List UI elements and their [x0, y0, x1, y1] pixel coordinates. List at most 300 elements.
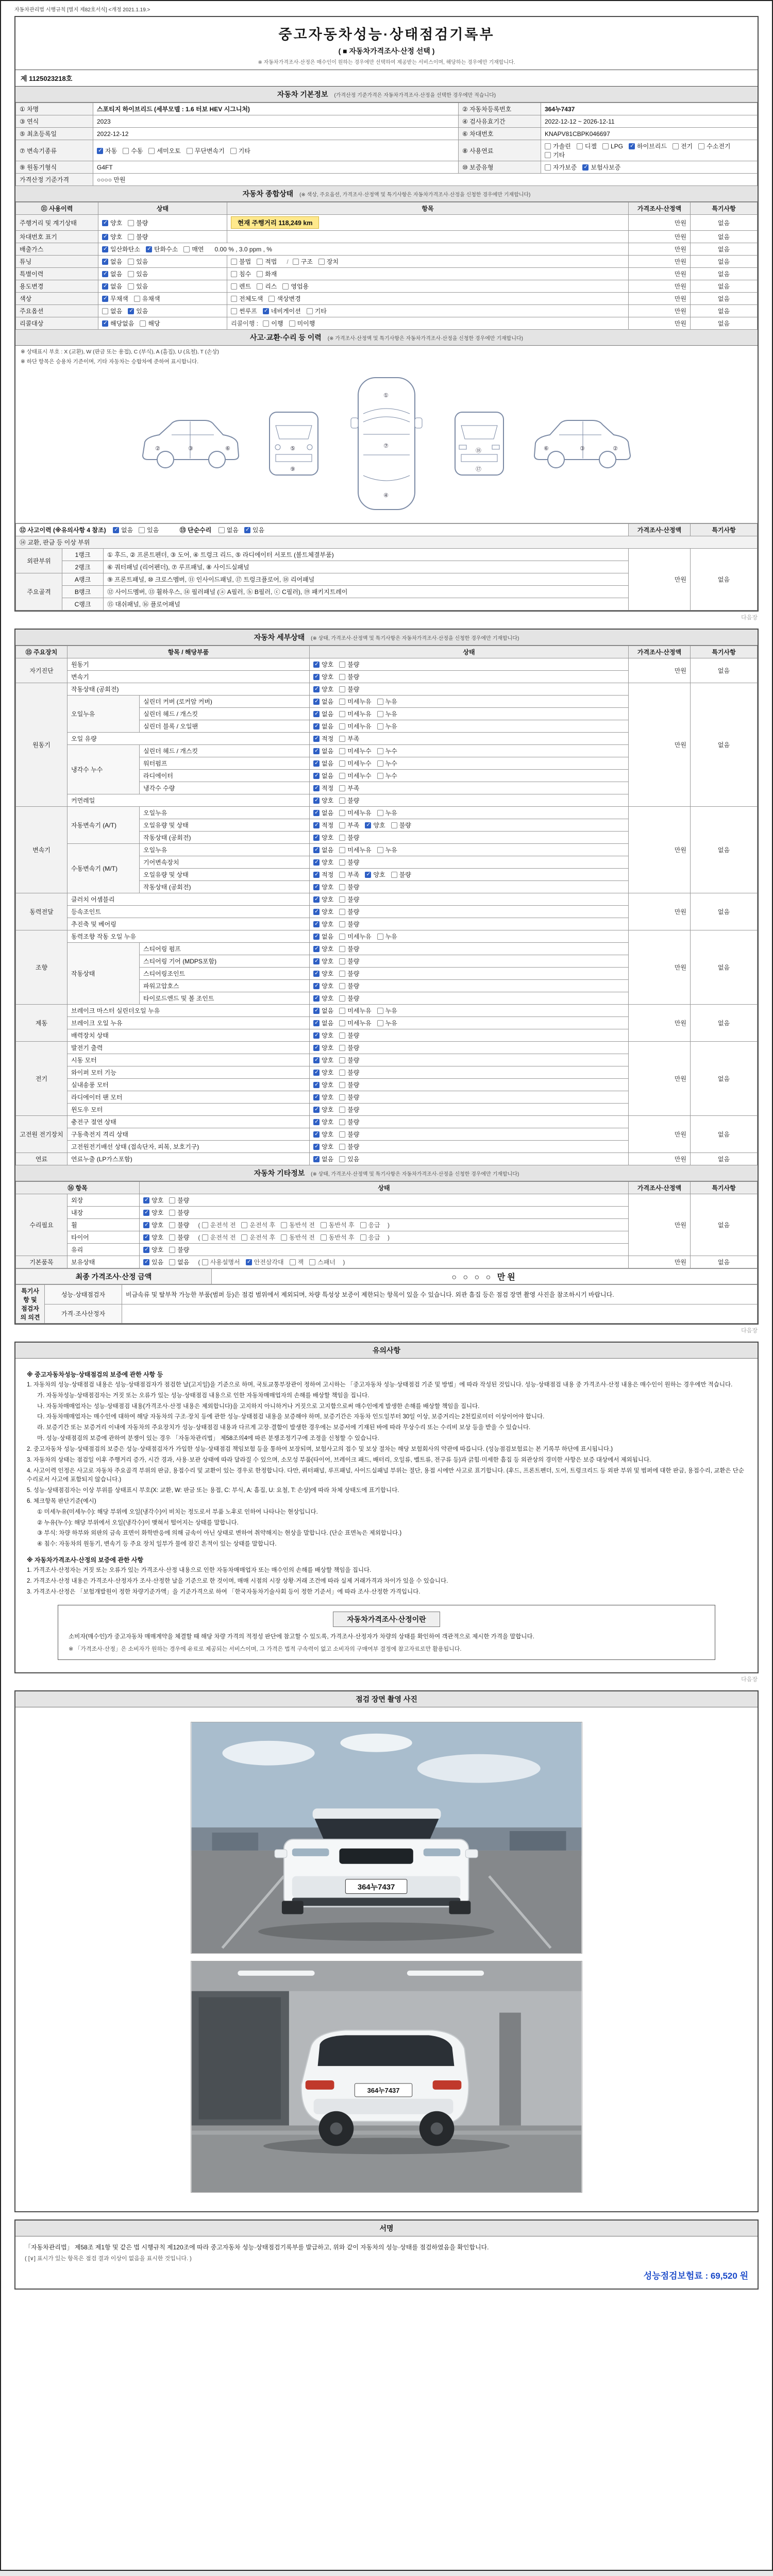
checkbox[interactable]: [339, 983, 345, 989]
checkbox[interactable]: [360, 1222, 366, 1228]
checkbox-option[interactable]: [244, 526, 264, 534]
checkbox-option[interactable]: [123, 146, 143, 155]
checkbox[interactable]: [313, 983, 320, 989]
checkbox-option[interactable]: [313, 907, 333, 916]
checkbox-option[interactable]: [143, 1208, 163, 1217]
checkbox[interactable]: [313, 711, 320, 717]
checkbox[interactable]: [365, 872, 371, 878]
checkbox-option[interactable]: [313, 1142, 333, 1151]
checkbox-option[interactable]: [309, 1258, 335, 1266]
checkbox[interactable]: [257, 259, 263, 265]
checkbox[interactable]: [377, 773, 383, 779]
checkbox[interactable]: [313, 699, 320, 705]
checkbox-option[interactable]: [339, 1105, 359, 1114]
checkbox-option[interactable]: [313, 870, 333, 879]
checkbox-option[interactable]: [545, 163, 577, 172]
checkbox-option[interactable]: [339, 1130, 359, 1139]
checkbox-option[interactable]: [339, 932, 371, 941]
checkbox-option[interactable]: [268, 294, 300, 303]
checkbox-option[interactable]: [339, 994, 359, 1003]
checkbox[interactable]: [313, 674, 320, 680]
checkbox[interactable]: [339, 946, 345, 952]
checkbox[interactable]: [321, 1222, 327, 1228]
checkbox-option[interactable]: [377, 808, 397, 817]
checkbox-option[interactable]: [339, 969, 359, 978]
checkbox[interactable]: [313, 822, 320, 828]
checkbox-option[interactable]: [339, 1080, 359, 1089]
checkbox[interactable]: [673, 143, 679, 149]
checkbox-option[interactable]: [339, 1142, 359, 1151]
checkbox-option[interactable]: [339, 1043, 359, 1052]
checkbox[interactable]: [313, 798, 320, 804]
checkbox-option[interactable]: [183, 245, 204, 253]
checkbox[interactable]: [281, 1234, 287, 1241]
checkbox-option[interactable]: [148, 146, 180, 155]
checkbox-option[interactable]: [128, 307, 148, 315]
checkbox-option[interactable]: [377, 845, 397, 854]
checkbox[interactable]: [339, 896, 345, 903]
checkbox[interactable]: [143, 1197, 149, 1204]
checkbox-option[interactable]: [313, 1080, 333, 1089]
checkbox[interactable]: [339, 1144, 345, 1150]
checkbox-option[interactable]: [313, 771, 333, 780]
checkbox-option[interactable]: [169, 1233, 189, 1242]
checkbox-option[interactable]: [339, 883, 359, 891]
checkbox[interactable]: [339, 1107, 345, 1113]
checkbox[interactable]: [339, 1045, 345, 1051]
checkbox[interactable]: [313, 686, 320, 692]
checkbox-option[interactable]: [377, 1006, 397, 1015]
checkbox-option[interactable]: [545, 142, 571, 150]
checkbox-option[interactable]: [187, 146, 225, 155]
checkbox[interactable]: [339, 674, 345, 680]
checkbox[interactable]: [282, 283, 289, 290]
checkbox[interactable]: [313, 971, 320, 977]
checkbox-option[interactable]: [313, 808, 333, 817]
checkbox[interactable]: [313, 921, 320, 927]
checkbox-option[interactable]: [146, 245, 178, 253]
checkbox-option[interactable]: [102, 282, 122, 291]
next-page-link[interactable]: 다음장: [741, 1328, 758, 1334]
checkbox[interactable]: [102, 283, 108, 290]
checkbox-option[interactable]: [313, 1068, 333, 1077]
checkbox[interactable]: [169, 1259, 175, 1265]
checkbox-option[interactable]: [313, 957, 333, 965]
checkbox[interactable]: [313, 1008, 320, 1014]
checkbox[interactable]: [339, 822, 345, 828]
checkbox[interactable]: [321, 1234, 327, 1241]
checkbox[interactable]: [202, 1222, 208, 1228]
checkbox-option[interactable]: [360, 1221, 380, 1229]
checkbox-option[interactable]: [102, 294, 128, 303]
checkbox[interactable]: [313, 1107, 320, 1113]
checkbox[interactable]: [313, 1070, 320, 1076]
checkbox-option[interactable]: [339, 1056, 359, 1064]
checkbox[interactable]: [148, 148, 155, 154]
checkbox[interactable]: [231, 271, 237, 277]
checkbox[interactable]: [339, 662, 345, 668]
checkbox-option[interactable]: [339, 1093, 359, 1101]
checkbox-option[interactable]: [202, 1233, 236, 1242]
checkbox-option[interactable]: [241, 1233, 275, 1242]
checkbox[interactable]: [377, 1020, 383, 1026]
checkbox[interactable]: [339, 1020, 345, 1026]
checkbox[interactable]: [128, 220, 134, 226]
checkbox-option[interactable]: [365, 870, 385, 879]
checkbox[interactable]: [202, 1259, 208, 1265]
checkbox[interactable]: [339, 686, 345, 692]
checkbox[interactable]: [339, 798, 345, 804]
checkbox[interactable]: [339, 810, 345, 816]
checkbox[interactable]: [128, 259, 134, 265]
checkbox-option[interactable]: [102, 307, 122, 315]
checkbox[interactable]: [268, 296, 275, 302]
checkbox-option[interactable]: [377, 771, 397, 780]
checkbox-option[interactable]: [313, 833, 333, 842]
checkbox-option[interactable]: [169, 1208, 189, 1217]
checkbox-option[interactable]: [290, 1258, 304, 1266]
checkbox-option[interactable]: [313, 944, 333, 953]
checkbox-option[interactable]: [128, 257, 148, 266]
checkbox[interactable]: [377, 760, 383, 767]
checkbox-option[interactable]: [339, 858, 359, 867]
checkbox-option[interactable]: [313, 1056, 333, 1064]
checkbox-option[interactable]: [102, 218, 122, 227]
checkbox[interactable]: [313, 1032, 320, 1039]
checkbox-option[interactable]: [102, 232, 122, 241]
checkbox-option[interactable]: [102, 257, 122, 266]
checkbox-option[interactable]: [629, 142, 667, 150]
checkbox[interactable]: [97, 148, 103, 154]
checkbox[interactable]: [146, 246, 152, 252]
checkbox[interactable]: [313, 946, 320, 952]
checkbox-option[interactable]: [313, 1130, 333, 1139]
checkbox-option[interactable]: [313, 660, 333, 669]
checkbox-option[interactable]: [377, 1019, 397, 1027]
checkbox-option[interactable]: [339, 821, 359, 829]
checkbox[interactable]: [698, 143, 704, 149]
checkbox[interactable]: [202, 1234, 208, 1241]
checkbox-option[interactable]: [169, 1258, 189, 1266]
checkbox-option[interactable]: [313, 1093, 333, 1101]
checkbox-option[interactable]: [128, 269, 148, 278]
checkbox[interactable]: [339, 711, 345, 717]
checkbox[interactable]: [313, 847, 320, 853]
checkbox[interactable]: [231, 308, 237, 314]
checkbox[interactable]: [377, 748, 383, 754]
checkbox-option[interactable]: [257, 269, 277, 278]
checkbox-option[interactable]: [313, 994, 333, 1003]
checkbox[interactable]: [102, 234, 108, 240]
checkbox[interactable]: [313, 810, 320, 816]
checkbox[interactable]: [339, 1057, 345, 1063]
checkbox[interactable]: [377, 711, 383, 717]
checkbox-option[interactable]: [143, 1233, 163, 1242]
checkbox-option[interactable]: [339, 1155, 359, 1163]
checkbox[interactable]: [365, 822, 371, 828]
checkbox-option[interactable]: [321, 1233, 355, 1242]
checkbox-option[interactable]: [281, 1233, 315, 1242]
checkbox-option[interactable]: [377, 709, 397, 718]
checkbox[interactable]: [377, 934, 383, 940]
checkbox-option[interactable]: [140, 319, 160, 328]
checkbox-option[interactable]: [307, 307, 327, 315]
checkbox-option[interactable]: [102, 319, 134, 328]
checkbox-option[interactable]: [339, 944, 359, 953]
checkbox[interactable]: [339, 921, 345, 927]
checkbox-option[interactable]: [339, 907, 359, 916]
checkbox-option[interactable]: [339, 981, 359, 990]
checkbox[interactable]: [169, 1234, 175, 1241]
checkbox[interactable]: [313, 760, 320, 767]
checkbox-option[interactable]: [339, 759, 371, 768]
checkbox-option[interactable]: [339, 771, 371, 780]
checkbox[interactable]: [113, 527, 119, 533]
checkbox-option[interactable]: [339, 845, 371, 854]
checkbox-option[interactable]: [313, 734, 333, 743]
checkbox[interactable]: [143, 1247, 149, 1253]
checkbox[interactable]: [313, 723, 320, 730]
checkbox-option[interactable]: [313, 932, 333, 941]
checkbox[interactable]: [313, 1131, 320, 1138]
checkbox-option[interactable]: [128, 282, 148, 291]
checkbox[interactable]: [339, 760, 345, 767]
checkbox[interactable]: [231, 296, 237, 302]
checkbox-option[interactable]: [313, 796, 333, 805]
checkbox-option[interactable]: [313, 759, 333, 768]
checkbox[interactable]: [391, 822, 397, 828]
checkbox[interactable]: [293, 259, 299, 265]
checkbox[interactable]: [339, 1131, 345, 1138]
checkbox-option[interactable]: [230, 146, 250, 155]
checkbox[interactable]: [377, 1008, 383, 1014]
checkbox-option[interactable]: [289, 319, 315, 328]
checkbox[interactable]: [143, 1234, 149, 1241]
checkbox[interactable]: [313, 1094, 320, 1100]
checkbox-option[interactable]: [231, 282, 251, 291]
checkbox[interactable]: [339, 884, 345, 890]
checkbox[interactable]: [313, 785, 320, 791]
checkbox-option[interactable]: [339, 747, 371, 755]
checkbox[interactable]: [128, 308, 134, 314]
checkbox[interactable]: [309, 1259, 315, 1265]
checkbox-option[interactable]: [339, 957, 359, 965]
checkbox-option[interactable]: [241, 1221, 275, 1229]
checkbox[interactable]: [313, 736, 320, 742]
checkbox-option[interactable]: [102, 245, 140, 253]
checkbox[interactable]: [377, 723, 383, 730]
checkbox-option[interactable]: [282, 282, 309, 291]
checkbox[interactable]: [102, 246, 108, 252]
checkbox[interactable]: [123, 148, 129, 154]
checkbox[interactable]: [187, 148, 193, 154]
checkbox-option[interactable]: [139, 526, 159, 534]
checkbox[interactable]: [313, 1144, 320, 1150]
checkbox-option[interactable]: [391, 870, 411, 879]
checkbox[interactable]: [143, 1222, 149, 1228]
checkbox-option[interactable]: [377, 722, 397, 731]
checkbox[interactable]: [313, 773, 320, 779]
checkbox-option[interactable]: [360, 1233, 380, 1242]
checkbox[interactable]: [339, 785, 345, 791]
checkbox[interactable]: [339, 971, 345, 977]
checkbox-option[interactable]: [219, 526, 239, 534]
checkbox[interactable]: [339, 773, 345, 779]
checkbox-option[interactable]: [231, 294, 263, 303]
checkbox-option[interactable]: [313, 845, 333, 854]
checkbox-option[interactable]: [339, 722, 371, 731]
checkbox-option[interactable]: [339, 1031, 359, 1040]
checkbox[interactable]: [102, 320, 108, 327]
next-page-link[interactable]: 다음장: [741, 615, 758, 621]
checkbox-option[interactable]: [577, 142, 597, 150]
checkbox-option[interactable]: [113, 526, 133, 534]
checkbox[interactable]: [339, 1094, 345, 1100]
checkbox-option[interactable]: [339, 833, 359, 842]
checkbox-option[interactable]: [143, 1196, 163, 1205]
checkbox-option[interactable]: [698, 142, 730, 150]
checkbox-option[interactable]: [339, 870, 359, 879]
checkbox-option[interactable]: [339, 685, 359, 693]
checkbox[interactable]: [339, 859, 345, 866]
checkbox-option[interactable]: [377, 932, 397, 941]
checkbox[interactable]: [307, 308, 313, 314]
checkbox-option[interactable]: [134, 294, 160, 303]
checkbox[interactable]: [313, 859, 320, 866]
checkbox-option[interactable]: [582, 163, 620, 172]
checkbox[interactable]: [102, 259, 108, 265]
checkbox-option[interactable]: [365, 821, 385, 829]
checkbox[interactable]: [169, 1210, 175, 1216]
checkbox[interactable]: [313, 934, 320, 940]
checkbox-option[interactable]: [293, 257, 313, 266]
checkbox-option[interactable]: [321, 1221, 355, 1229]
checkbox[interactable]: [339, 1070, 345, 1076]
checkbox-option[interactable]: [313, 895, 333, 904]
checkbox[interactable]: [313, 896, 320, 903]
checkbox[interactable]: [602, 143, 609, 149]
checkbox[interactable]: [582, 164, 589, 171]
checkbox-option[interactable]: [313, 883, 333, 891]
checkbox-option[interactable]: [313, 1031, 333, 1040]
checkbox[interactable]: [629, 143, 635, 149]
checkbox-option[interactable]: [313, 1043, 333, 1052]
checkbox-option[interactable]: [339, 784, 359, 792]
checkbox[interactable]: [339, 1008, 345, 1014]
checkbox[interactable]: [313, 909, 320, 915]
checkbox-option[interactable]: [673, 142, 693, 150]
checkbox-option[interactable]: [313, 1105, 333, 1114]
checkbox-option[interactable]: [313, 821, 333, 829]
checkbox-option[interactable]: [143, 1221, 163, 1229]
checkbox-option[interactable]: [339, 1068, 359, 1077]
checkbox[interactable]: [313, 1156, 320, 1162]
checkbox-option[interactable]: [313, 858, 333, 867]
checkbox[interactable]: [339, 748, 345, 754]
checkbox[interactable]: [339, 835, 345, 841]
checkbox[interactable]: [241, 1222, 247, 1228]
checkbox[interactable]: [339, 1119, 345, 1125]
checkbox[interactable]: [339, 1032, 345, 1039]
checkbox-option[interactable]: [263, 307, 301, 315]
next-page-link[interactable]: 다음장: [741, 1676, 758, 1683]
checkbox[interactable]: [377, 699, 383, 705]
checkbox[interactable]: [339, 1082, 345, 1088]
checkbox[interactable]: [339, 934, 345, 940]
checkbox[interactable]: [339, 723, 345, 730]
checkbox[interactable]: [230, 148, 237, 154]
checkbox-option[interactable]: [377, 759, 397, 768]
checkbox-option[interactable]: [339, 1006, 371, 1015]
checkbox[interactable]: [545, 164, 551, 171]
checkbox-option[interactable]: [339, 1019, 371, 1027]
checkbox[interactable]: [128, 283, 134, 290]
checkbox-option[interactable]: [313, 685, 333, 693]
checkbox-option[interactable]: [313, 672, 333, 681]
checkbox[interactable]: [281, 1222, 287, 1228]
checkbox[interactable]: [244, 527, 250, 533]
checkbox[interactable]: [139, 527, 145, 533]
checkbox[interactable]: [140, 320, 146, 327]
checkbox-option[interactable]: [231, 307, 257, 315]
checkbox-option[interactable]: [263, 319, 283, 328]
checkbox-option[interactable]: [339, 709, 371, 718]
checkbox[interactable]: [263, 308, 269, 314]
checkbox-option[interactable]: [339, 895, 359, 904]
checkbox-option[interactable]: [102, 269, 122, 278]
checkbox[interactable]: [545, 152, 551, 158]
checkbox[interactable]: [377, 810, 383, 816]
checkbox[interactable]: [143, 1259, 149, 1265]
checkbox[interactable]: [246, 1259, 252, 1265]
checkbox[interactable]: [169, 1222, 175, 1228]
checkbox-option[interactable]: [231, 257, 251, 266]
checkbox-option[interactable]: [313, 784, 333, 792]
checkbox[interactable]: [257, 271, 263, 277]
checkbox[interactable]: [313, 958, 320, 964]
checkbox-option[interactable]: [391, 821, 411, 829]
checkbox[interactable]: [313, 835, 320, 841]
checkbox-option[interactable]: [97, 146, 117, 155]
checkbox-option[interactable]: [313, 709, 333, 718]
checkbox-option[interactable]: [602, 143, 623, 150]
checkbox[interactable]: [102, 296, 108, 302]
checkbox[interactable]: [339, 995, 345, 1002]
checkbox-option[interactable]: [545, 150, 565, 159]
checkbox-option[interactable]: [339, 920, 359, 928]
checkbox-option[interactable]: [313, 920, 333, 928]
checkbox[interactable]: [339, 699, 345, 705]
checkbox[interactable]: [169, 1197, 175, 1204]
checkbox-option[interactable]: [202, 1221, 236, 1229]
checkbox[interactable]: [313, 1057, 320, 1063]
checkbox-option[interactable]: [246, 1258, 284, 1266]
checkbox[interactable]: [377, 847, 383, 853]
checkbox-option[interactable]: [339, 734, 359, 743]
checkbox[interactable]: [219, 527, 225, 533]
checkbox-option[interactable]: [169, 1245, 189, 1254]
checkbox[interactable]: [263, 320, 269, 327]
checkbox[interactable]: [545, 143, 551, 149]
checkbox[interactable]: [313, 1082, 320, 1088]
checkbox[interactable]: [102, 271, 108, 277]
checkbox[interactable]: [339, 736, 345, 742]
checkbox-option[interactable]: [128, 218, 148, 227]
checkbox-option[interactable]: [281, 1221, 315, 1229]
checkbox-option[interactable]: [313, 1006, 333, 1015]
checkbox-option[interactable]: [318, 257, 339, 266]
checkbox[interactable]: [577, 143, 583, 149]
